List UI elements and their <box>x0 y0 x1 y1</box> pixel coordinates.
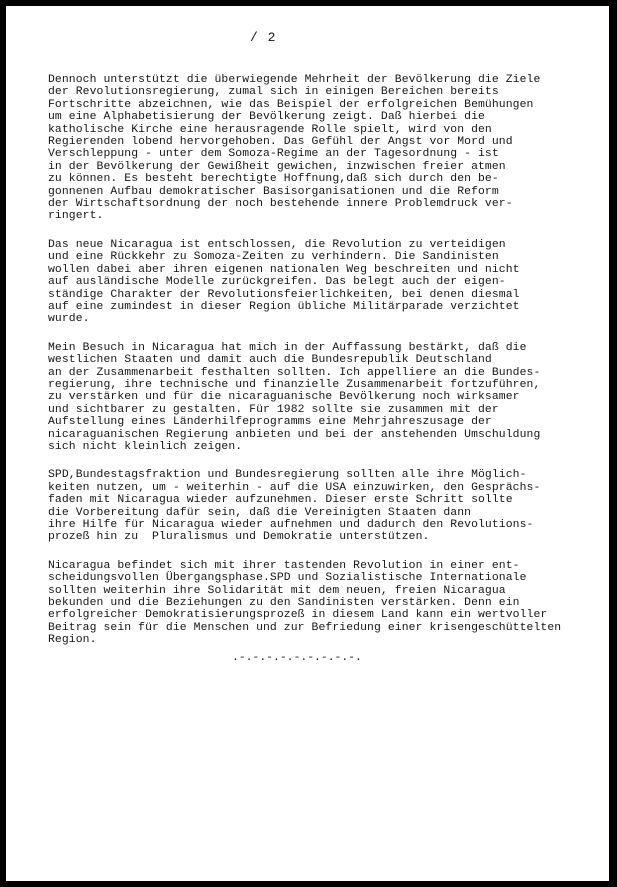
text-line: katholische Kirche eine herausragende Rolle spielt, wird von den <box>48 123 492 136</box>
text-line: regierung, ihre technische und finanzielle Zusammenarbeit fortzuführen, <box>48 378 541 391</box>
text-line: und eine Rückkehr zu Somoza-Zeiten zu verhindern. Die Sandinisten <box>48 251 499 264</box>
paragraph-5 <box>48 560 588 647</box>
text-line: faden mit Nicaragua wieder aufzunehmen. Dieser erste Schritt sollte <box>48 494 513 507</box>
text-line: Das neue Nicaragua ist entschlossen, die Revolution zu verteidigen <box>48 238 506 251</box>
text-line: und sichtbarer zu gestalten. Für 1982 sollte sie zusammen mit der <box>48 403 499 416</box>
text-line: Aufstellung eines Länderhilfeprogramms eine Mehrjahreszusage der <box>48 416 492 429</box>
text-line: auf ausländische Modelle zurückgreifen. Das belegt auch der eigen- <box>48 276 506 289</box>
text-line: gonnenen Aufbau demokratischer Basisorganisationen und die Reform <box>48 185 499 198</box>
text-line: keiten nutzen, um - weiterhin - auf die USA einzuwirken, den Gesprächs- <box>48 481 541 494</box>
text-line: bekunden und die Beziehungen zu den Sandinisten verstärken. Denn ein <box>48 597 520 610</box>
text-line: SPD,Bundestagsfraktion und Bundesregierung sollten alle ihre Möglich- <box>48 469 527 482</box>
text-line: auf eine zumindest in dieser Region übliche Militärparade verzichtet <box>48 300 520 313</box>
text-line: scheidungsvollen Übergangsphase.SPD und Sozialistische Internationale <box>48 572 527 585</box>
text-line: an der Zusammenarbeit festhalten sollten. Ich appelliere an die Bundes- <box>48 366 541 379</box>
text-line: westlichen Staaten und damit auch die Bundesrepublik Deutschland <box>48 354 492 367</box>
text-line: in der Bevölkerung der Gewißheit gewichen, inzwischen freier atmen <box>48 160 506 173</box>
paragraph-4 <box>48 469 588 543</box>
text-line: ihre Hilfe für Nicaragua wieder aufnehmen und dadurch den Revolutions- <box>48 519 534 531</box>
paragraph-1 <box>48 74 588 223</box>
text-line: der Wirtschaftsordnung der noch bestehende innere Problemdruck ver- <box>48 198 513 211</box>
text-line: Nicaragua befindet sich mit ihrer tastenden Revolution in einer ent- <box>48 559 520 572</box>
text-line: erfolgreicher Demokratisierungsprozeß in diesem Land kann ein wertvoller <box>48 609 548 622</box>
document-page <box>6 6 609 881</box>
text-line: Beitrag sein für die Menschen und zur Befriedung einer krisengeschüttelten <box>48 621 562 634</box>
end-separator: .-.-.-.-.-.-.-.-.-. <box>232 652 362 664</box>
text-line: sich nicht kleinlich zeigen. <box>48 440 243 453</box>
text-line: Dennoch unterstützt die überwiegende Mehrheit der Bevölkerung die Ziele <box>48 74 541 86</box>
text-line: Region. <box>48 634 97 647</box>
text-line: Fortschritte abzeichnen, wie das Beispiel der erfolgreichen Bemühungen <box>48 98 534 111</box>
text-line: nicaraguanischen Regierung anbieten und bei der anstehenden Umschuldung <box>48 428 541 441</box>
text-line: ringert. <box>48 210 104 223</box>
page-number: / 2 <box>250 30 277 45</box>
text-line: der Revolutionsregierung, zumal sich in einigen Bereichen bereits <box>48 86 499 99</box>
text-line: Regierenden lobend hervorgehoben. Das Gefühl der Angst vor Mord und <box>48 136 513 149</box>
paragraph-2 <box>48 239 588 326</box>
document-body <box>48 74 588 663</box>
paragraph-3 <box>48 342 588 454</box>
text-line: zu können. Es besteht berechtigte Hoffnung,daß sich durch den be- <box>48 173 499 186</box>
text-line: um eine Alphabetisierung der Bevölkerung zeigt. Daß hierbei die <box>48 111 485 124</box>
text-line: prozeß hin zu Pluralismus und Demokratie unterstützen. <box>48 531 430 544</box>
text-line: zu verstärken und für die nicaraguanische Bevölkerung noch wirksamer <box>48 391 520 404</box>
text-line: wollen dabei aber ihren eigenen nationalen Weg beschreiten und nicht <box>48 263 520 276</box>
text-line: die Vorbereitung dafür sein, daß die Vereinigten Staaten dann <box>48 506 472 519</box>
text-line: Verschleppung - unter dem Somoza-Regime an der Tagesordnung - ist <box>48 148 499 161</box>
text-line: wurde. <box>48 313 90 326</box>
text-line: Mein Besuch in Nicaragua hat mich in der Auffassung bestärkt, daß die <box>48 341 527 354</box>
text-line: sollten weiterhin ihre Solidarität mit dem neuen, freien Nicaragua <box>48 584 506 597</box>
text-line: ständige Charakter der Revolutionsfeierlichkeiten, bei denen diesmal <box>48 288 520 301</box>
